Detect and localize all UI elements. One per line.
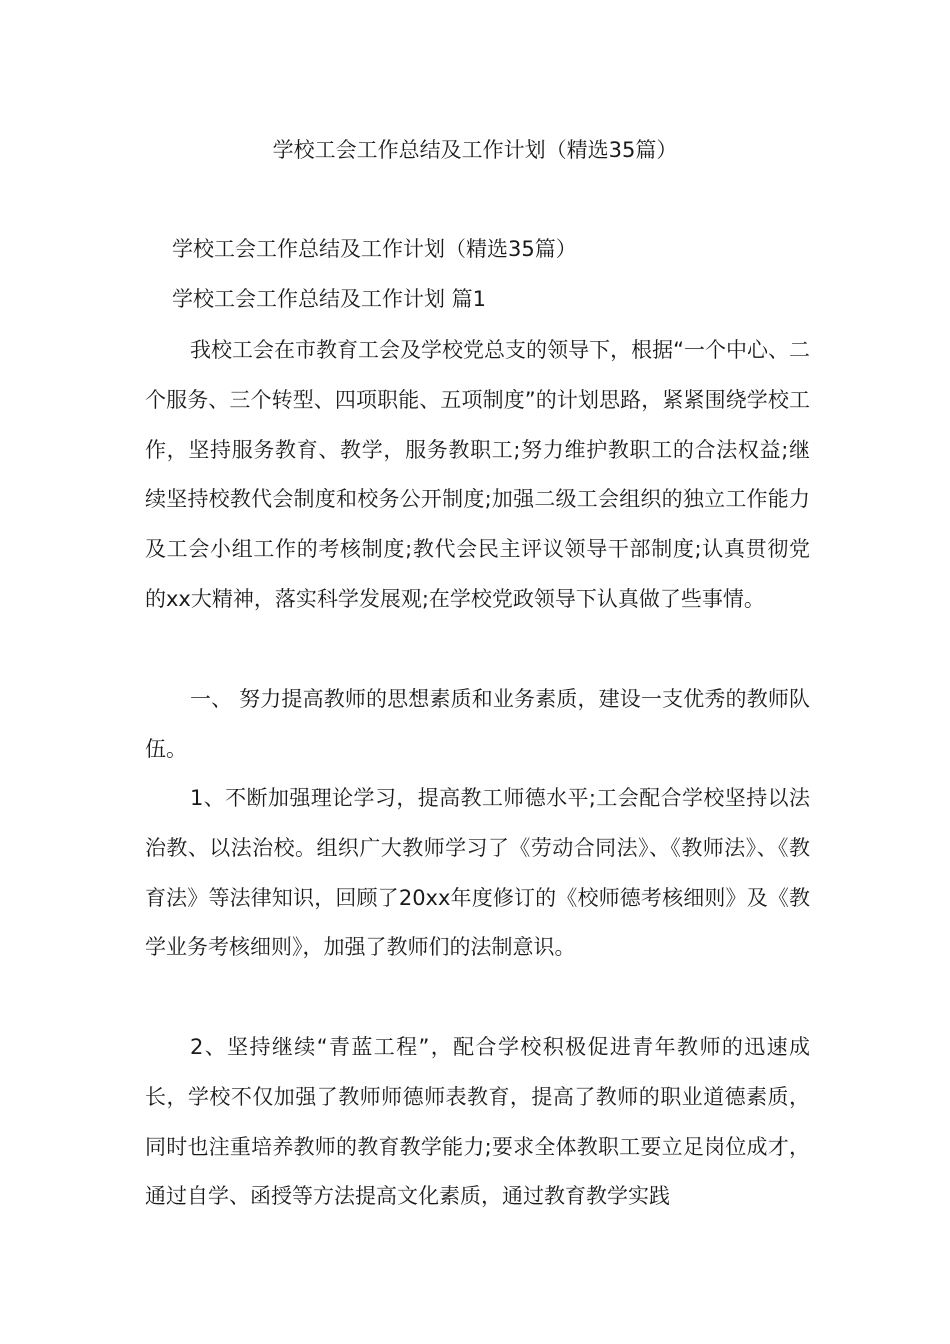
paragraph-section-one: 一、 努力提高教师的思想素质和业务素质，建设一支优秀的教师队伍。 xyxy=(145,687,810,761)
paragraph-item-two: 2、坚持继续“青蓝工程”，配合学校积极促进青年教师的迅速成长，学校不仅加强了教师师德师表教育，提高了教师的职业道德素质，同时也注重培养教师的教育教学能力;要求全体教职工要立足岗位成才，通过自学、函授等方法提高文化素质，通过教育教学实践 xyxy=(145,1035,810,1209)
paragraph-item-one: 1、不断加强理论学习，提高教工师德水平;工会配合学校坚持以法治教、以法治校。组织广大教师学习了《劳动合同法》、《教师法》、《教育法》等法律知识，回顾了20xx年度修订的《校师德考核细则》及《教学业务考核细则》，加强了教师们的法制意识。 xyxy=(145,786,810,960)
paragraph-intro: 我校工会在市教育工会及学校党总支的领导下，根据“一个中心、二个服务、三个转型、四项职能、五项制度”的计划思路，紧紧围绕学校工作，坚持服务教育、教学，服务教职工;努力维护教职工的合法权益;继续坚持校教代会制度和校务公开制度;加强二级工会组织的独立工作能力及工会小组工作的考核制度;教代会民主评议领导干部制度;认真贯彻党的xx大精神，落实科学发展观;在学校党政领导下认真做了些事情。 xyxy=(145,338,810,611)
document-subtitle: 学校工会工作总结及工作计划（精选35篇） xyxy=(172,237,577,261)
section-heading: 学校工会工作总结及工作计划 篇1 xyxy=(172,287,487,311)
document-title: 学校工会工作总结及工作计划（精选35篇） xyxy=(272,138,678,162)
